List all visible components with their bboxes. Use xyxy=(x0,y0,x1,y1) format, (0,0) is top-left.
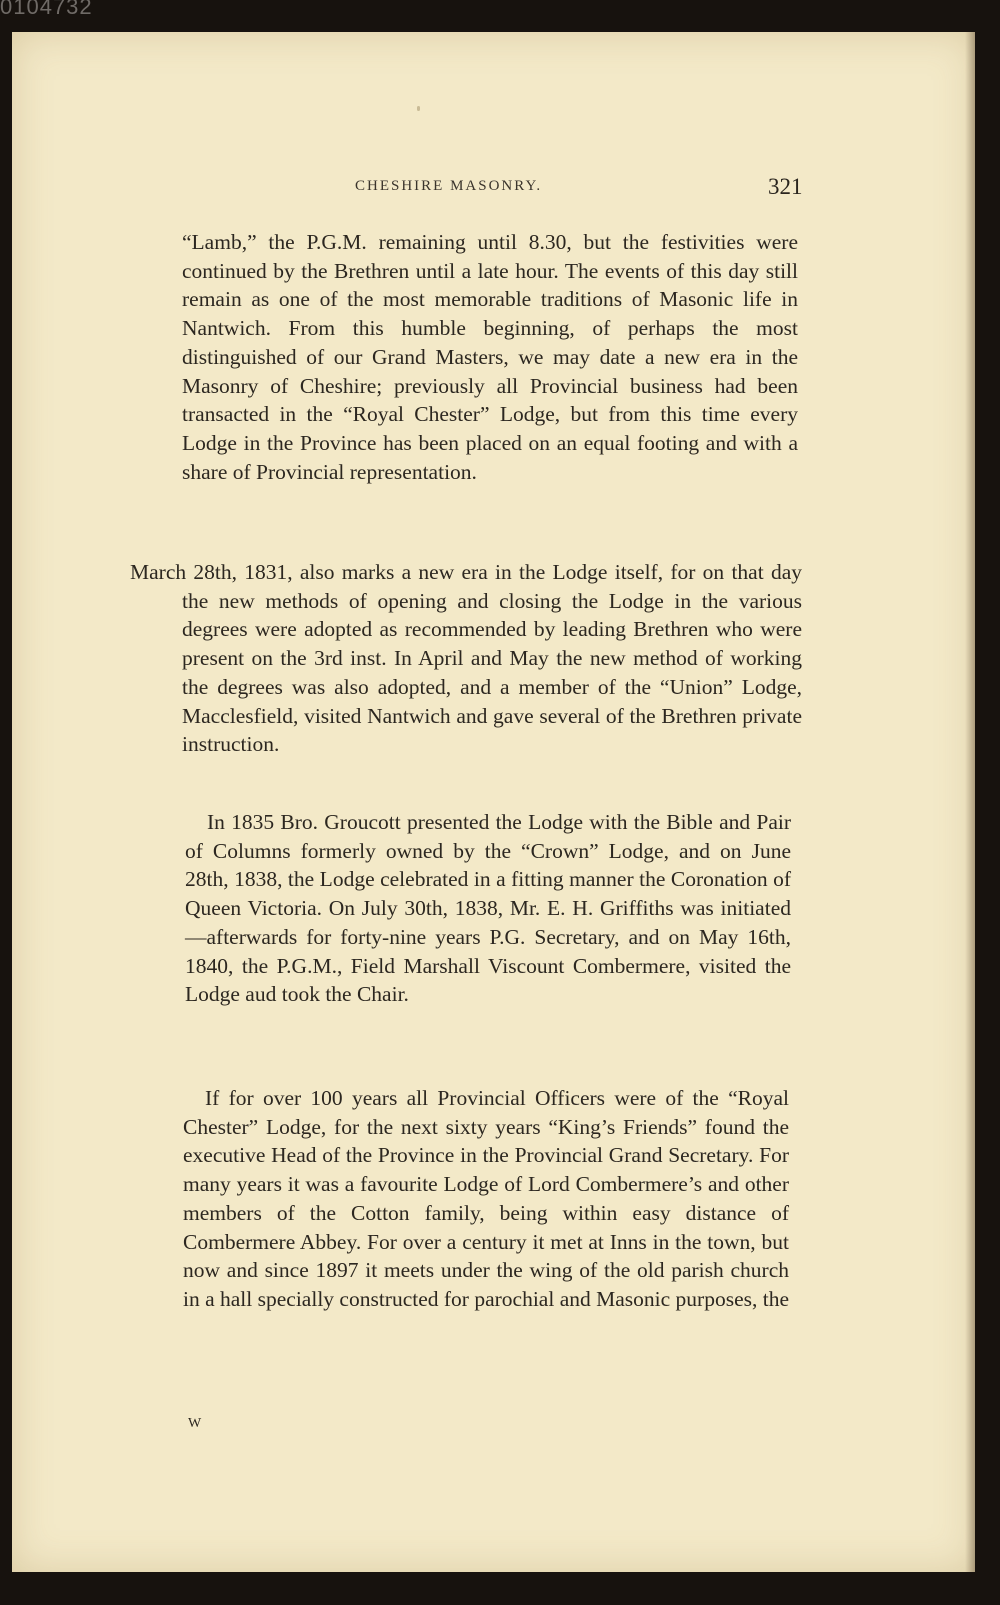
paragraph-2-text: March 28th, 1831, also marks a new era in the Lodge itself, for on that day the new methods of opening and closing the Lodge in the various degrees were adopted as recommended by leading Brethren who were present on the 3rd inst. In April and May the new method of working the degrees was also adopted, and a member of the “Union” Lodge, Macclesfield, visited Nantwich and gave several of the Brethren private instruction. xyxy=(130,560,802,757)
scan-stamp: 0104732 xyxy=(0,0,93,19)
paragraph-3: In 1835 Bro. Groucott presented the Lodge with the Bible and Pair of Columns formerly owned by the “Crown” Lodge, and on June 28th, 1838, the Lodge celebrated in a fitting manner the Coronation of Queen Victoria. On July 30th, 1838, Mr. E. H. Griffiths was initiated—afterwards for forty-nine years P.G. Secretary, and on May 16th, 1840, the P.G.M., Field Marshall Viscount Combermere, visited the Lodge aud took the Chair. xyxy=(185,810,791,1007)
paragraph-2 xyxy=(130,558,802,759)
paragraph-1: “Lamb,” the P.G.M. remaining until 8.30, but the festivities were continued by the Brethren until a late hour. The events of this day still remain as one of the most memorable traditions of Masonic life in Nantwich. From this humble beginning, of perhaps the most distinguished of our Grand Masters, we may date a new era in the Masonry of Cheshire; previously all Provincial business had been transacted in the “Royal Chester” Lodge, but from this time every Lodge in the Province has been placed on an equal footing and with a share of Provincial representation. xyxy=(182,230,798,484)
page-speck xyxy=(417,106,420,111)
page-edge-shadow xyxy=(965,32,975,1572)
paragraph-4: If for over 100 years all Provincial Officers were of the “Royal Chester” Lodge, for the next sixty years “King’s Friends” found the executive Head of the Province in the Provincial Grand Secretary. For many years it was a favourite Lodge of Lord Combermere’s and other members of the Cotton family, being within easy distance of Combermere Abbey. For over a century it met at Inns in the town, but now and since 1897 it meets under the wing of the old parish church in a hall specially constructed for parochial and Masonic purposes, the xyxy=(183,1086,789,1311)
running-head: CHESHIRE MASONRY. xyxy=(355,178,543,194)
page-number: 321 xyxy=(768,174,803,199)
signature-mark: W xyxy=(188,1416,202,1431)
